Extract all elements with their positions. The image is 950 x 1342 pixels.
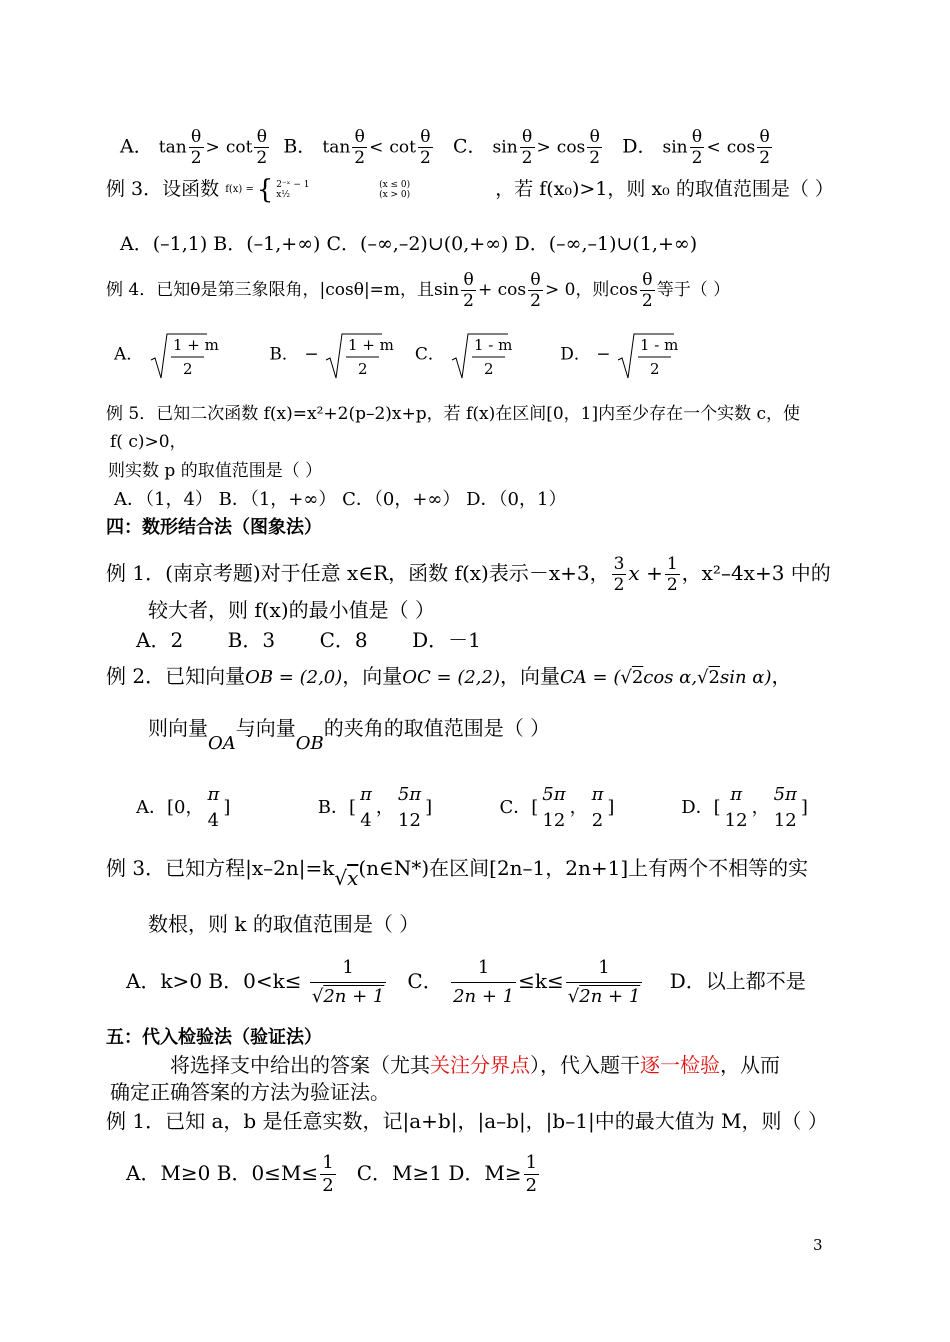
piecewise-function: f(x) = { 2⁻ˣ − 1 x½ (x ≤ 0) (x > 0) (225, 175, 411, 205)
prev-question-options (120, 127, 774, 168)
trig-fn: cos (556, 137, 586, 158)
svg-text:2: 2 (357, 360, 368, 378)
operator: > (205, 137, 220, 158)
example-3b-line1: 例 3．已知方程|x–2n|=k√x(n∈N*)在区间[2n–1，2n+1]上有两个不相等的实 (106, 856, 809, 890)
example-4-question: 例 4．已知θ是第三象限角，|cosθ|=m，且sin $\frac{\theta}{2}$ + cos $\frac{\theta}{2}$ > 0，则cos $\frac{\theta}{2}$ 等于（ ） (106, 270, 731, 311)
sqrt-symbol (616, 330, 679, 380)
trig-fn: sin (492, 137, 518, 158)
option-letter: A． (120, 135, 153, 158)
fraction: $\frac{\theta}{2}$ (354, 127, 366, 168)
section-5-heading: 五：代入检验法（验证法） (106, 1027, 322, 1048)
svg-text:2: 2 (649, 360, 660, 378)
example-1c-options: A．M≥0 B．0≤M≤ $\frac{1}{2}$ C．M≥1 D．M≥ $\frac{1}{2}$ (126, 1152, 538, 1196)
svg-text:1 + m: 1 + m (347, 336, 394, 354)
highlight-check-one-by-one: 逐一检验 (640, 1053, 720, 1077)
option-c: C．[ 5π 12 ， π 2 ] (499, 784, 615, 831)
option-letter: B． (283, 135, 317, 158)
operator: > (536, 137, 551, 158)
page-number: 3 (813, 1236, 823, 1254)
section-4-heading: 四：数形结合法（图象法） (106, 517, 322, 538)
option-c: C． 1 - m 2 (415, 330, 555, 380)
option-d: D． − 1 - m 2 (560, 330, 700, 380)
sqrt-symbol (149, 330, 219, 380)
option-letter: D． (622, 135, 657, 158)
fraction: $\frac{\theta}{2}$ (589, 127, 601, 168)
example-3-options: A．(–1,1) B．(–1,+∞) C．(–∞,–2)∪(0,+∞) D．(–∞,–1)∪(1,+∞) (120, 233, 698, 255)
option-a: A． 1 + m 2 (114, 330, 264, 380)
svg-text:1 - m: 1 - m (474, 336, 513, 354)
sqrt-symbol (450, 330, 513, 380)
example-1b-line2: 较大者，则 f(x)的最小值是（ ） (148, 598, 436, 622)
example-4-options (114, 330, 700, 380)
svg-text:2: 2 (182, 360, 193, 378)
operator: < (706, 137, 721, 158)
intro-line2: 确定正确答案的方法为验证法。 (110, 1080, 390, 1104)
option-b: B． − 1 + m 2 (269, 330, 409, 380)
fraction: $\frac{\theta}{2}$ (256, 127, 268, 168)
example-1b-options: A．2 B．3 C．8 D．－1 (136, 628, 481, 652)
svg-text:1 - m: 1 - m (639, 336, 679, 354)
question-text: ，若 f(x₀)>1，则 x₀ 的取值范围是（ ） (495, 178, 834, 200)
option-a: A．[0， π 4 ] (136, 784, 231, 831)
trig-fn: tan (158, 137, 187, 158)
example-5-line1: 例 5．已知二次函数 f(x)=x²+2(p–2)x+p，若 f(x)在区间[0，1]内至少存在一个实数 c，使 (106, 404, 801, 424)
option-letter: C． (452, 135, 487, 158)
operator: < (369, 137, 384, 158)
fraction: $\frac{\theta}{2}$ (190, 127, 202, 168)
option-b: B．[ π 4 ， 5π 12 ] (317, 784, 433, 831)
svg-text:1 + m: 1 + m (172, 336, 219, 354)
trig-fn: cos (726, 137, 756, 158)
trig-fn: cot (225, 137, 253, 158)
example-5-line2: f( c)>0， (110, 432, 187, 452)
fraction: $\frac{\theta}{2}$ (420, 127, 431, 168)
option-d: D．[ π 12 ， 5π 12 ] (681, 784, 808, 831)
example-1c-question: 例 1．已知 a，b 是任意实数，记|a+b|，|a–b|，|b–1|中的最大值为 M，则（ ） (106, 1109, 828, 1133)
example-3b-line2: 数根，则 k 的取值范围是（ ） (148, 912, 420, 936)
intro-line1: 将选择支中给出的答案（尤其关注分界点），代入题干逐一检验，从而 (170, 1053, 780, 1077)
example-1b-line1: 例 1．(南京考题)对于任意 x∈R，函数 f(x)表示－x+3， $\frac{3}{2}$ x + $\frac{1}{2}$ ，x²–4x+3 中的 (106, 554, 831, 595)
trig-fn: tan (322, 137, 351, 158)
example-2b-options (136, 782, 841, 834)
fraction: $\frac{\theta}{2}$ (691, 127, 703, 168)
example-3b-options: A．k>0 B．0<k≤ $\frac{1}{√2n + 1}$ C． $\frac{1}{2n + 1}$ ≤k≤ $\frac{1}{√2n + 1}$ D．以上都不是 (126, 954, 806, 1011)
example-5-line3: 则实数 p 的取值范围是（ ） (108, 461, 323, 481)
example-2b-line2: 则向量OA与向量OB的夹角的取值范围是（ ） (148, 716, 551, 754)
fraction: $\frac{\theta}{2}$ (759, 127, 771, 168)
example-5-options: A．（1，4） B．（1，+∞） C．（0，+∞） D．（0，1） (114, 489, 567, 510)
fraction: $\frac{\theta}{2}$ (521, 127, 533, 168)
trig-fn: cot (389, 137, 416, 158)
example-3-piecewise (106, 177, 834, 203)
example-2b-line1: 例 2．已知向量OB = (2,0)，向量OC = (2,2)，向量CA = (√2cos α,√2sin α)， (106, 664, 792, 688)
trig-fn: sin (662, 137, 688, 158)
highlight-boundary-points: 关注分界点 (430, 1053, 530, 1077)
example-label: 例 3．设函数 (106, 178, 220, 200)
svg-text:2: 2 (484, 360, 494, 378)
